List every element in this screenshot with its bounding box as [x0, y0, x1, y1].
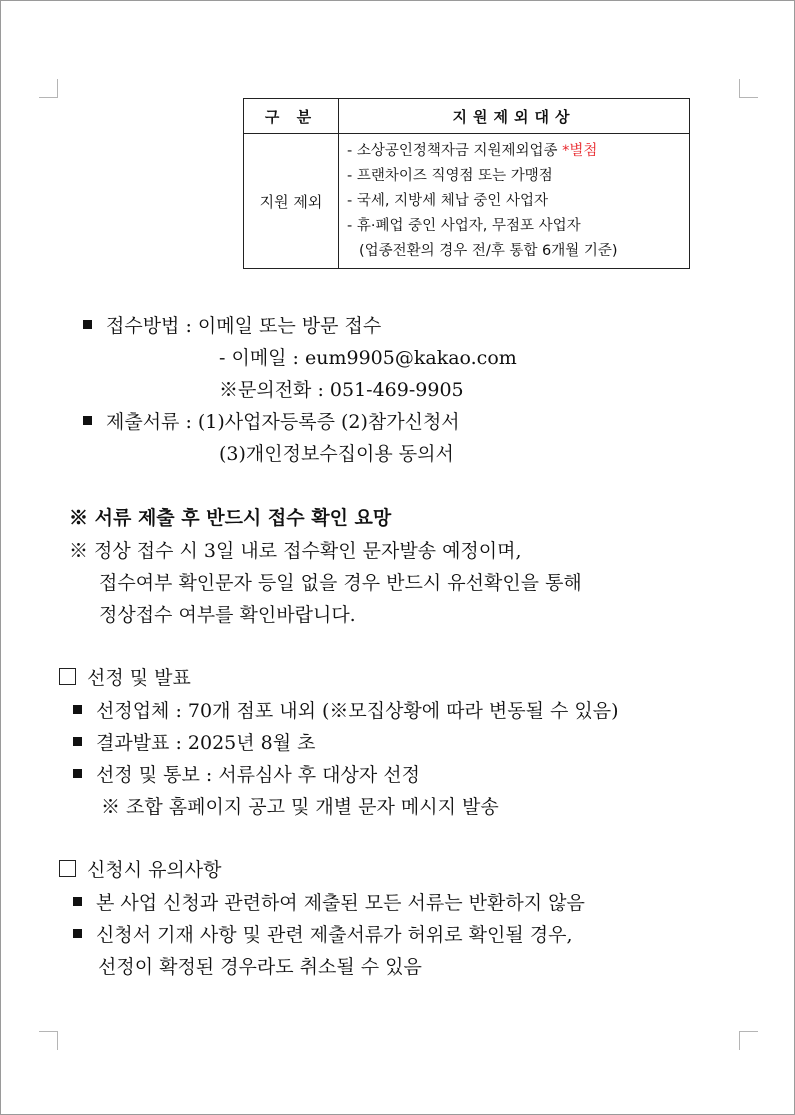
docs-line: 제출서류 : (1)사업자등록증 (2)참가신청서: [83, 410, 460, 434]
checkbox-square-icon: [59, 860, 76, 877]
crop-mark-top-right: [739, 79, 758, 98]
exclusion-item: - 국세, 지방세 체납 중인 사업자: [347, 193, 548, 209]
table-row-category: 지원 제외: [244, 134, 339, 269]
exclusion-item: - 프랜차이즈 직영점 또는 가맹점: [347, 168, 553, 184]
square-bullet-icon: [83, 416, 92, 425]
precaution-item-continued: 선정이 확정된 경우라도 취소될 수 있음: [98, 956, 422, 978]
square-bullet-icon: [83, 320, 92, 329]
square-bullet-icon: [73, 929, 82, 938]
method-line: 접수방법 : 이메일 또는 방문 접수: [83, 314, 381, 338]
email-line: - 이메일 : eum9905@kakao.com: [219, 347, 517, 369]
precaution-item: 신청서 기재 사항 및 관련 제출서류가 허위로 확인될 경우,: [73, 923, 573, 947]
table-exclusion-items: [339, 134, 690, 269]
crop-mark-bottom-left: [39, 1031, 58, 1050]
square-bullet-icon: [73, 737, 82, 746]
table-header-target: 지원제외대상: [339, 99, 690, 134]
notice-headline: ※ 서류 제출 후 반드시 접수 확인 요망: [69, 507, 392, 529]
precaution-item: 본 사업 신청과 관련하여 제출된 모든 서류는 반환하지 않음: [73, 891, 585, 915]
notice-line-1: ※ 정상 접수 시 3일 내로 접수확인 문자발송 예정이며,: [69, 540, 522, 562]
notice-line-3: 정상접수 여부를 확인바랍니다.: [99, 604, 356, 626]
square-bullet-icon: [73, 769, 82, 778]
square-bullet-icon: [73, 897, 82, 906]
phone-line: ※문의전화 : 051-469-9905: [219, 379, 464, 401]
checkbox-square-icon: [59, 668, 76, 685]
selection-item: 결과발표 : 2025년 8월 초: [73, 731, 315, 755]
exclusion-item: - 휴·폐업 중인 사업자, 무점포 사업자: [347, 218, 581, 234]
exclusion-table: [243, 98, 690, 269]
notice-line-2: 접수여부 확인문자 등일 없을 경우 반드시 유선확인을 통해: [99, 572, 582, 594]
table-header-category: 구 분: [244, 99, 339, 134]
selection-item: 선정 및 통보 : 서류심사 후 대상자 선정: [73, 763, 420, 787]
exclusion-item: - 소상공인정책자금 지원제외업종 *별첨: [347, 143, 598, 159]
precautions-section-title: 신청시 유의사항: [59, 858, 222, 882]
selection-section-title: 선정 및 발표: [59, 666, 191, 690]
exclusion-note: (업종전환의 경우 전/후 통합 6개월 기준): [359, 243, 618, 259]
selection-item: 선정업체 : 70개 점포 내외 (※모집상황에 따라 변동될 수 있음): [73, 699, 619, 723]
docs-line-2: (3)개인정보수집이용 동의서: [219, 443, 454, 465]
attachment-note: *별첨: [562, 143, 598, 159]
square-bullet-icon: [73, 705, 82, 714]
selection-sub-note: ※ 조합 홈페이지 공고 및 개별 문자 메시지 발송: [101, 796, 499, 818]
crop-mark-bottom-right: [739, 1031, 758, 1050]
crop-mark-top-left: [39, 79, 58, 98]
